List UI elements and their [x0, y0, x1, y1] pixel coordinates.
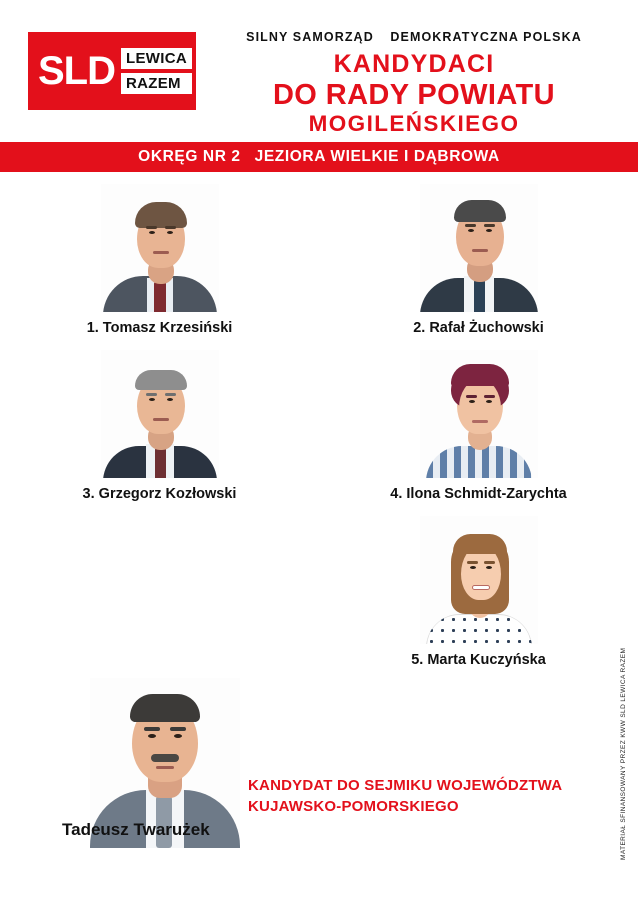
logo-razem-text: RAZEM [121, 73, 192, 94]
candidate-row [0, 184, 638, 350]
candidate-name-3: 3. Grzegorz Kozłowski [82, 486, 237, 502]
sejmik-line-2: KUJAWSKO-POMORSKIEGO [248, 798, 459, 816]
kicker-left: SILNY SAMORZĄD [246, 30, 374, 44]
poster-header [0, 0, 638, 142]
candidate-cell [0, 350, 319, 516]
candidate-cell-empty [0, 516, 319, 682]
sld-logo [28, 32, 196, 110]
title-line-3: MOGILEŃSKIEGO [308, 110, 520, 136]
sejmik-line-1: KANDYDAT DO SEJMIKU WOJEWÓDZTWA [248, 776, 563, 794]
header-titles [196, 18, 626, 137]
candidate-photo-1 [101, 184, 219, 312]
candidate-name-5: 5. Marta Kuczyńska [411, 652, 546, 668]
candidate-name-2: 2. Rafał Żuchowski [413, 320, 544, 336]
logo-sld-text: SLD [38, 49, 115, 93]
district-number: OKRĘG NR 2 [138, 148, 241, 165]
logo-lewica-razem [121, 46, 192, 96]
title-line-1: KANDYDACI [333, 50, 495, 78]
candidate-cell [0, 184, 319, 350]
funding-credit: MATERIAŁ SFINANSOWANY PRZEZ KWW SLD LEWICA RAZEM [620, 647, 627, 860]
candidate-row [0, 516, 638, 682]
candidate-cell [319, 350, 638, 516]
candidate-photo-4 [420, 350, 538, 478]
candidate-photo-2 [420, 184, 538, 312]
candidate-cell [319, 516, 638, 682]
title-line-2: DO RADY POWIATU [272, 78, 556, 111]
district-area: JEZIORA WIELKIE I DĄBROWA [254, 148, 500, 165]
sejmik-label [248, 775, 562, 819]
sejmik-candidate-block [0, 678, 638, 848]
candidate-cell [319, 184, 638, 350]
header-kicker [202, 30, 626, 44]
sejmik-candidate-name: Tadeusz Twarużek [62, 820, 210, 839]
candidates-grid [0, 172, 638, 682]
kicker-right: DEMOKRATYCZNA POLSKA [390, 30, 582, 44]
candidate-name-1: 1. Tomasz Krzesiński [86, 320, 233, 336]
candidate-photo-5 [420, 516, 538, 644]
logo-lewica-text: LEWICA [121, 48, 192, 69]
candidate-photo-3 [101, 350, 219, 478]
district-band [0, 142, 638, 172]
candidate-name-4: 4. Ilona Schmidt-Zarychta [390, 486, 567, 502]
candidate-row [0, 350, 638, 516]
